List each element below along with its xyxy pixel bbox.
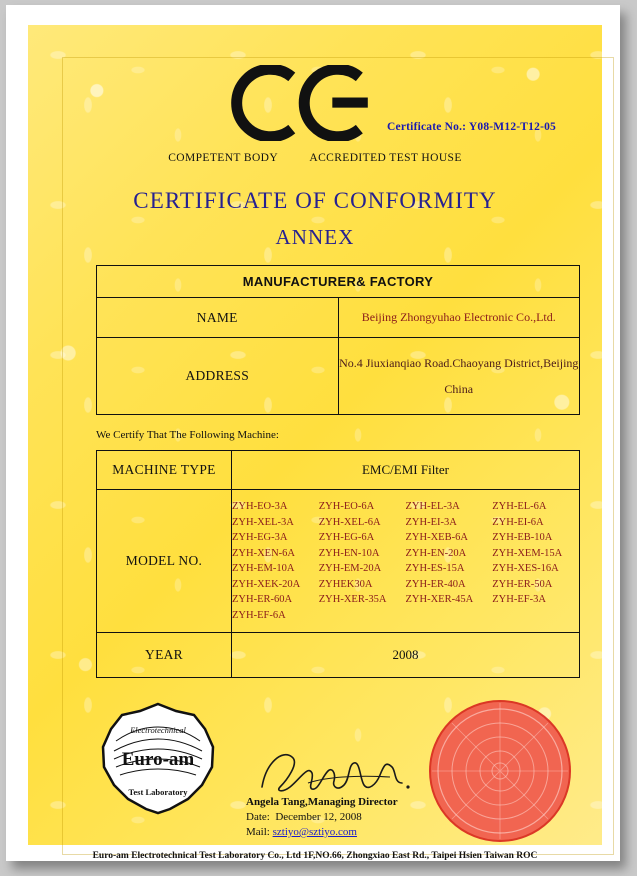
signatory-mail bbox=[246, 825, 398, 840]
list-item bbox=[232, 561, 579, 577]
table-row bbox=[97, 490, 580, 633]
certificate-background bbox=[28, 25, 602, 861]
model-code: ZYH-ER-40A bbox=[405, 578, 466, 590]
model-code: ZYH-ER-60A bbox=[232, 594, 293, 605]
model-code: ZYH-EO-6A bbox=[318, 501, 375, 512]
model-code: ZYH-EF-3A bbox=[492, 594, 546, 605]
model-code: ZYH-EF-6A bbox=[232, 609, 286, 621]
model-code: ZYH-XEM-15A bbox=[492, 547, 563, 559]
euro-am-logo-icon bbox=[96, 701, 220, 819]
model-code: ZYH-EM-20A bbox=[318, 563, 382, 574]
svg-text:Electrotechnical: Electrotechnical bbox=[130, 725, 186, 735]
model-code: ZYH-EG-6A bbox=[318, 532, 375, 543]
model-code: ZYH-EI-3A bbox=[405, 516, 457, 528]
certificate-number bbox=[387, 121, 556, 133]
model-code: ZYH-EL-6A bbox=[492, 501, 547, 512]
table-row bbox=[97, 338, 580, 415]
list-item bbox=[232, 499, 579, 515]
name-label: NAME bbox=[97, 298, 339, 338]
list-item bbox=[232, 515, 579, 531]
body-subheadings bbox=[28, 152, 602, 164]
manufacturer-table bbox=[96, 265, 580, 415]
model-code: ZYH-XER-35A bbox=[318, 594, 387, 605]
model-code: ZYH-XEL-6A bbox=[318, 516, 381, 528]
model-code: ZYH-XER-45A bbox=[405, 594, 474, 605]
page-title: CERTIFICATE OF CONFORMITY bbox=[133, 188, 497, 213]
model-code: ZYH-EM-10A bbox=[232, 563, 295, 574]
model-list bbox=[232, 490, 580, 633]
address-label: ADDRESS bbox=[97, 338, 339, 415]
svg-text:Test Laboratory: Test Laboratory bbox=[128, 787, 188, 797]
model-code: ZYH-EI-6A bbox=[492, 516, 544, 528]
signature-date bbox=[246, 810, 398, 825]
certificate-number-label: Certificate No.: bbox=[387, 121, 467, 133]
year-label: YEAR bbox=[97, 633, 232, 678]
name-value: Beijing Zhongyuhao Electronic Co.,Ltd. bbox=[338, 298, 580, 338]
model-code: ZYH-XES-16A bbox=[492, 563, 559, 574]
table-row bbox=[97, 633, 580, 678]
signatory-name-role: Angela Tang,Managing Director bbox=[246, 796, 398, 808]
list-item bbox=[232, 592, 579, 608]
mail-label: Mail: bbox=[246, 826, 270, 838]
list-item bbox=[232, 608, 579, 624]
model-no-label: MODEL NO. bbox=[97, 490, 232, 633]
red-seal-stamp bbox=[426, 697, 574, 845]
model-code: ZYH-ER-50A bbox=[492, 578, 553, 590]
mail-link[interactable]: sztiyo@sztiyo.com bbox=[272, 826, 357, 838]
table-row bbox=[97, 266, 580, 298]
machine-type-value: EMC/EMI Filter bbox=[232, 451, 580, 490]
paper-sheet bbox=[6, 5, 620, 861]
model-code: ZYH-EL-3A bbox=[405, 501, 460, 512]
ce-mark-wrapper bbox=[28, 65, 602, 146]
date-value: December 12, 2008 bbox=[275, 811, 362, 823]
machine-table bbox=[96, 450, 580, 678]
accredited-test-house-label: ACCREDITED TEST HOUSE bbox=[309, 152, 462, 164]
address-line-2: China bbox=[444, 382, 474, 396]
model-code: ZYH-EN-10A bbox=[318, 547, 380, 559]
model-code: ZYH-XEK-20A bbox=[232, 578, 301, 590]
date-label: Date: bbox=[246, 811, 270, 823]
competent-body-label: COMPETENT BODY bbox=[168, 152, 279, 164]
address-line-1: No.4 Jiuxianqiao Road.Chaoyang District,Beijing bbox=[339, 356, 579, 370]
list-item bbox=[232, 530, 579, 546]
model-code: ZYH-EB-10A bbox=[492, 532, 553, 543]
model-code: ZYH-EN-20A bbox=[405, 547, 467, 559]
model-code: ZYH-EG-3A bbox=[232, 532, 288, 543]
signatory-block bbox=[246, 795, 398, 840]
handwritten-signature bbox=[256, 743, 416, 799]
table-row bbox=[97, 451, 580, 490]
table-row bbox=[97, 298, 580, 338]
manufacturer-section-header: MANUFACTURER& FACTORY bbox=[97, 266, 580, 298]
list-item bbox=[232, 577, 579, 593]
model-code: ZYHEK30A bbox=[318, 578, 373, 590]
model-code: ZYH-XEN-6A bbox=[232, 547, 295, 559]
model-code: ZYH-XEL-3A bbox=[232, 516, 294, 528]
footer-address: Euro-am Electrotechnical Test Laboratory Co., Ltd 1F,NO.66, Zhongxiao East Rd., Taipei Hsien Taiwan ROC bbox=[92, 851, 538, 861]
certificate-number-value: Y08-M12-T12-05 bbox=[468, 121, 556, 133]
machine-type-label: MACHINE TYPE bbox=[97, 451, 232, 490]
year-value: 2008 bbox=[232, 633, 580, 678]
model-code: ZYH-XEB-6A bbox=[405, 532, 468, 543]
list-item bbox=[232, 546, 579, 562]
address-value bbox=[338, 338, 580, 415]
ce-mark-icon bbox=[231, 65, 400, 141]
svg-text:Euro-am: Euro-am bbox=[121, 749, 195, 770]
model-code: ZYH-EO-3A bbox=[232, 501, 288, 512]
certify-note: We Certify That The Following Machine: bbox=[96, 429, 279, 441]
page-subtitle: ANNEX bbox=[275, 225, 355, 249]
model-code: ZYH-ES-15A bbox=[405, 563, 465, 574]
